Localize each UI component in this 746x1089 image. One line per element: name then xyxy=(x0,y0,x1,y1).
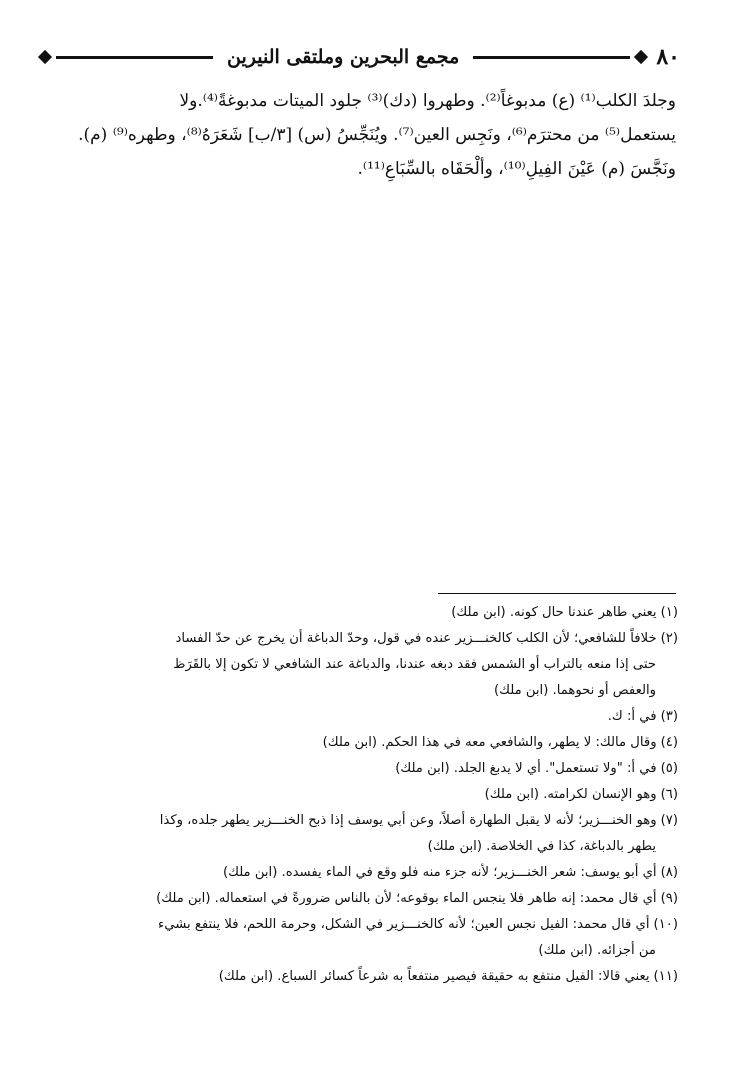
page-header xyxy=(40,40,680,74)
footnote-text: من أجزائه. (ابن ملك) xyxy=(538,943,656,958)
footnote xyxy=(42,730,678,756)
header-rule xyxy=(473,56,630,59)
footnote xyxy=(42,704,678,730)
footnote-number: (١١) xyxy=(653,969,678,984)
footnote-text: يعني طاهر عندنا حال كونه. (ابن ملك) xyxy=(451,605,657,620)
footnote xyxy=(42,808,678,860)
footnote-text: خلافاً للشافعي؛ لأن الكلب كالخنـــزير عنده في قول، وحدّ الدباغة أن يخرج عن حدّ الفساد xyxy=(175,631,657,646)
footnote-number: (٦) xyxy=(660,787,678,802)
footnote-number: (٧) xyxy=(660,813,678,828)
footnote-text: يطهر بالدباغة، كذا في الخلاصة. (ابن ملك) xyxy=(427,839,656,854)
diamond-ornament-icon xyxy=(38,50,52,64)
diamond-ornament-icon xyxy=(634,50,648,64)
footnote-text: وهو الإنسان لكرامته. (ابن ملك) xyxy=(484,787,657,802)
footnote-text: حتى إذا منعه بالتراب أو الشمس فقد دبغه عندنا، والدباغة عند الشافعي لا تكون إلا بالقَرَظ xyxy=(173,657,656,672)
footnote-text: أي قال محمد: الفيل نجس العين؛ لأنه كالخنـــزير في الشكل، وحرمة اللحم، فلا ينتفع بشيء xyxy=(158,917,650,932)
footnote-number: (٣) xyxy=(660,709,678,724)
footnote-text: يعني قالا: الفيل منتفع به حقيقة فيصير منتفعاً به شرعاً كسائر السباع. (ابن ملك) xyxy=(218,969,650,984)
footnote-number: (٩) xyxy=(660,891,678,906)
main-text-line: يستعمل⁽⁵⁾ من محترَم⁽⁶⁾، ونَجِس العين⁽⁷⁾. ويُنَجِّسُ (س) [٣/ب] شَعَرَهُ⁽⁸⁾، وطهره⁽⁹⁾ (م). xyxy=(78,125,676,145)
main-text-line: وجلدَ الكلب⁽¹⁾ (ع) مدبوغاً⁽²⁾. وطهروا (دك)⁽³⁾ جلود الميتات مدبوغةً⁽⁴⁾.ولا xyxy=(179,91,676,111)
footnote xyxy=(42,912,678,964)
footnote xyxy=(42,756,678,782)
footnote xyxy=(42,600,678,626)
footnote-text: وهو الخنـــزير؛ لأنه لا يقبل الطهارة أصلاً، وعن أبي يوسف إذا ذبح الخنـــزير يطهر جلده، وكذا xyxy=(159,813,657,828)
page-number: ٨٠ xyxy=(656,44,680,70)
footnote xyxy=(42,860,678,886)
footnotes xyxy=(42,600,678,990)
footnote xyxy=(42,626,678,704)
header-rule xyxy=(56,56,213,59)
footnote-text: والعفص أو نحوهما. (ابن ملك) xyxy=(493,683,656,698)
footnote-number: (٤) xyxy=(660,735,678,750)
footnote-text: أي أبو يوسف: شعر الخنـــزير؛ لأنه جزء منه فلو وقع في الماء يفسده. (ابن ملك) xyxy=(222,865,657,880)
footnote xyxy=(42,886,678,912)
main-text-line: ونَجَّسَ (م) عَيْنَ الفِيلِ⁽¹⁰⁾، وألْحَقَاه بالسِّبَاعِ⁽¹¹⁾. xyxy=(357,159,676,179)
footnote-number: (١٠) xyxy=(653,917,678,932)
running-title: مجمع البحرين وملتقى النيرين xyxy=(227,46,460,68)
footnote-text: أي قال محمد: إنه طاهر فلا ينجس الماء بوقوعه؛ لأن بالناس ضرورةً في استعماله. (ابن ملك) xyxy=(156,891,657,906)
footnote-number: (٥) xyxy=(660,761,678,776)
footnote-text: في أ: "ولا تستعمل". أي لا يدبغ الجلد. (ابن ملك) xyxy=(395,761,657,776)
footnote-separator xyxy=(438,593,676,594)
main-text xyxy=(42,84,676,186)
footnote-number: (٨) xyxy=(660,865,678,880)
footnote-text: في أ: ك. xyxy=(607,709,657,724)
footnote-text: وقال مالك: لا يطهر، والشافعي معه في هذا الحكم. (ابن ملك) xyxy=(322,735,657,750)
footnote-number: (١) xyxy=(660,605,678,620)
footnote xyxy=(42,964,678,990)
footnote xyxy=(42,782,678,808)
footnote-number: (٢) xyxy=(660,631,678,646)
